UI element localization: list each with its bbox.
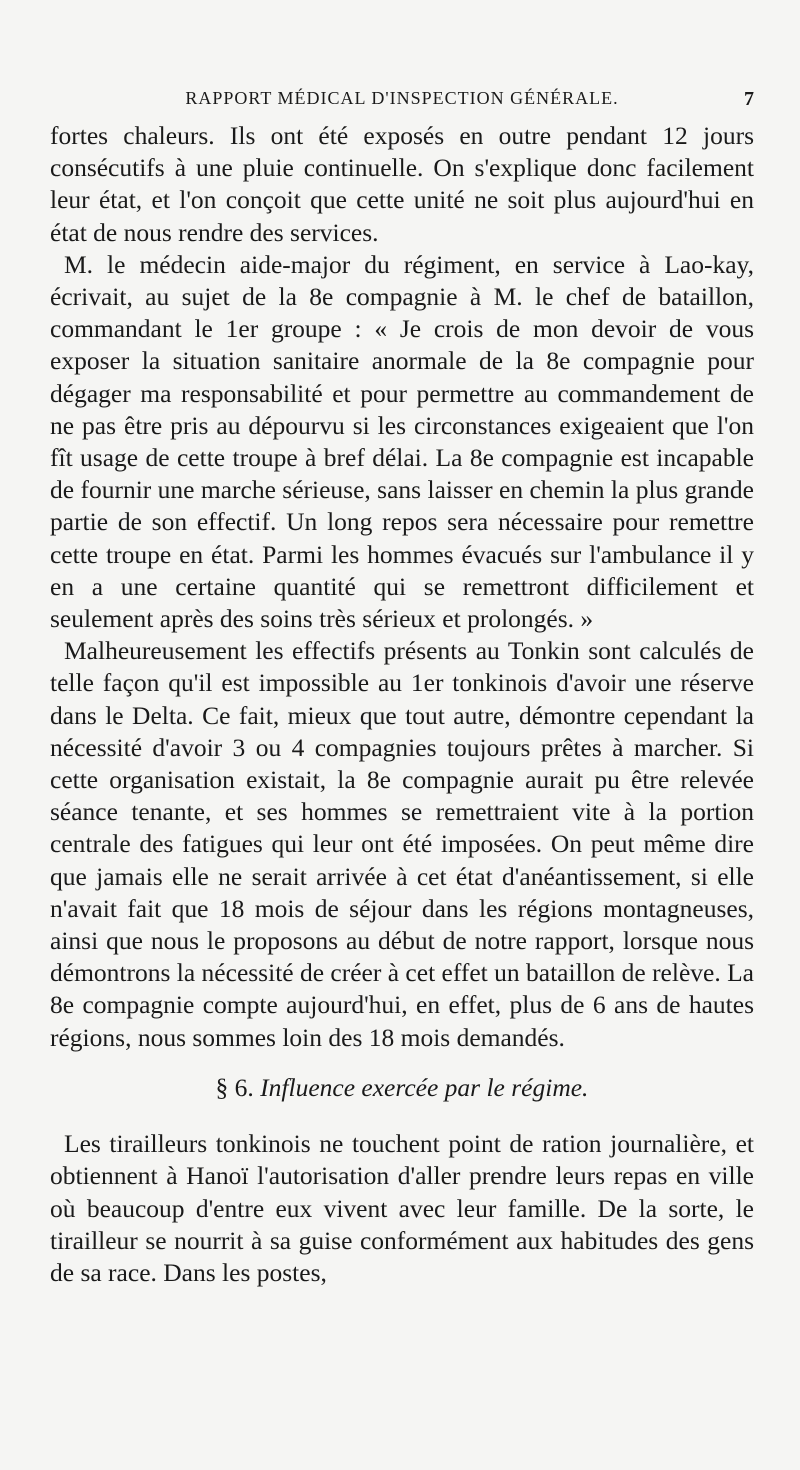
paragraph-effectifs: Malheureusement les effectifs présents au Tonkin sont calculés de telle façon qu'il est impossible au 1er tonkinois d'avoir une réserve dans le Delta. Ce fait, mieux que tout autre, démontre cependant la nécessité d'avoir 3 ou 4 compagnies toujours prêtes à marcher. Si cette organisation existait, la 8e compagnie aurait pu être relevée séance tenante, et ses hommes se remettraient vite à la portion centrale des fatigues qui leur ont été imposées. On peut même dire que jamais elle ne serait arrivée à cet état d'anéantissement, si elle n'avait fait que 18 mois de séjour dans les régions montagneuses, ainsi que nous le proposons au début de notre rapport, lorsque nous démontrons la nécessité de créer à cet effet un bataillon de relève. La 8e compagnie compte aujourd'hui, en effet, plus de 6 ans de hautes régions, nous sommes loin des 18 mois demandés.: [50, 636, 754, 1052]
section-heading: [50, 1072, 754, 1104]
page-number: 7: [744, 88, 754, 110]
paragraph-medical-report: M. le médecin aide-major du régiment, en service à Lao-kay, écrivait, au sujet de la 8e compagnie à M. le chef de bataillon, commandant le 1er groupe : « Je crois de mon devoir de vous exposer la situation sanitaire anormale de la 8e compagnie pour dégager ma responsabilité et pour permettre au commandement de ne pas être pris au dépourvu si les circonstances exigeaient que l'on fît usage de cette troupe à bref délai. La 8e compagnie est incapable de fournir une marche sérieuse, sans laisser en chemin la plus grande partie de son effectif. Un long repos sera nécessaire pour remettre cette troupe en état. Parmi les hommes évacués sur l'ambulance il y en a une certaine quantité qui se remettront difficilement et seulement après des soins très sérieux et prolongés. »: [50, 249, 754, 634]
paragraph-continuation: fortes chaleurs. Ils ont été exposés en outre pendant 12 jours consécutifs à une pluie continuelle. On s'explique donc facilement leur état, et l'on conçoit que cette unité ne soit plus aujourd'hui en état de nous rendre des services.: [50, 121, 754, 247]
section-title: Influence exercée par le régime.: [260, 1072, 589, 1102]
section-number: § 6.: [215, 1072, 254, 1102]
running-title: RAPPORT MÉDICAL D'INSPECTION GÉNÉRALE.: [185, 88, 619, 108]
page-header: [50, 88, 754, 120]
page-body: [50, 120, 754, 1289]
paragraph-regime: Les tirailleurs tonkinois ne touchent point de ration journalière, et obtiennent à Hanoï l'autorisation d'aller prendre leurs repas en ville où beaucoup d'entre eux vivent avec leur famille. De la sorte, le tirailleur se nourrit à sa guise conformément aux habitudes des gens de sa race. Dans les postes,: [50, 1129, 754, 1287]
